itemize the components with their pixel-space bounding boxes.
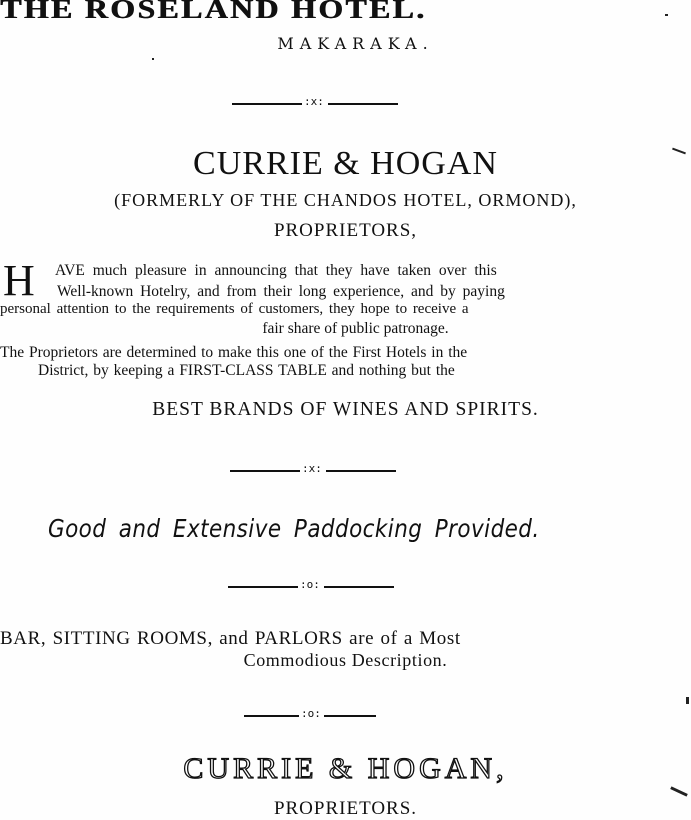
paragraph-1-line-1: AVE much pleasure in announcing that they have taken over this [55,262,497,279]
bar-rooms-line-2: Commodious Description. [243,650,448,670]
paragraph-1-line-2: Well-known Hotelry, and from their long experience, and by paying [57,283,505,300]
hotel-name-heading: THE ROSELAND HOTEL. [0,0,427,24]
divider-2 [230,462,400,475]
bar-rooms-line-1: BAR, SITTING ROOMS, and PARLORS are of a Most [0,628,461,649]
divider-3 [228,578,398,591]
brands-line: BEST BRANDS OF WINES AND SPIRITS. [152,399,539,420]
divider-mark: :o: [300,578,320,591]
drop-cap: H [3,256,35,305]
divider-1 [232,95,402,108]
paragraph-2-line-1: The Proprietors are determined to make this one of the First Hotels in the [0,344,468,361]
footer-proprietors-name: CURRIE & HOGAN, [183,752,508,785]
proprietors-label: PROPRIETORS, [273,220,418,241]
print-speck [670,786,688,796]
paragraph-2-line-2: District, by keeping a FIRST-CLASS TABLE and nothing but the [38,362,455,379]
divider-mark: :o: [301,707,321,720]
location-line: MAKARAKA. [277,34,434,53]
print-speck [686,697,689,704]
print-speck [152,58,154,60]
formerly-line: (FORMERLY OF THE CHANDOS HOTEL, ORMOND), [114,190,577,210]
proprietors-name-heading: CURRIE & HOGAN [193,145,498,182]
paddocking-line: Good and Extensive Paddocking Provided. [48,514,540,543]
paragraph-1-line-4: fair share of public patronage. [262,320,449,337]
footer-proprietors-label: PROPRIETORS. [273,798,418,819]
divider-4 [244,707,384,720]
paragraph-1-line-3: personal attention to the requirements of customers, they hope to receive a [0,301,469,317]
divider-mark: :x: [304,95,324,108]
divider-mark: :x: [302,462,322,475]
print-speck [665,14,668,16]
